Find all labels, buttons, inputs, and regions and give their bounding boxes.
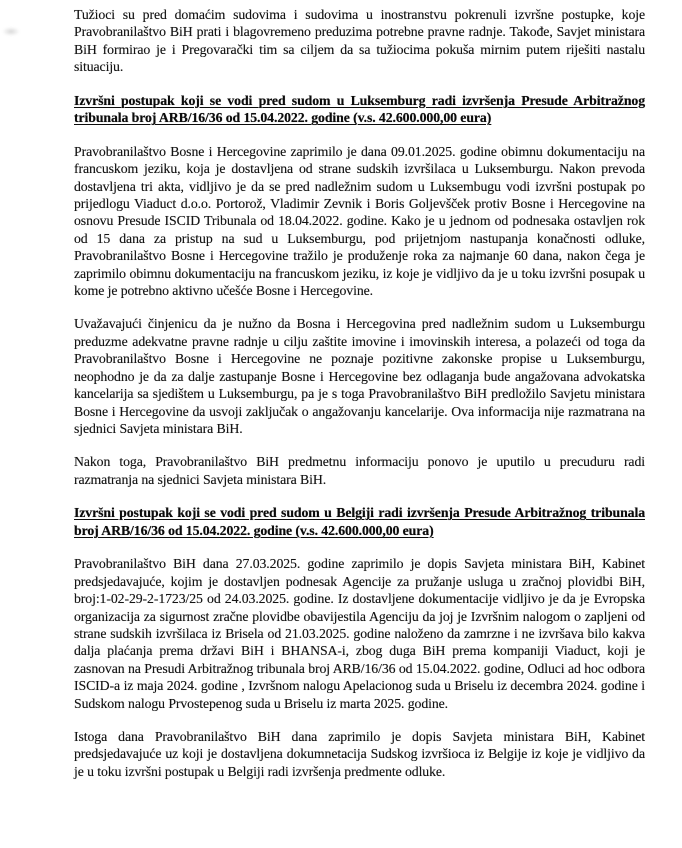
heading-luxembourg-proceeding: Izvršni postupak koji se vodi pred sudom u Luksemburg radi izvršenja Presude Arbitražnog tribunala broj ARB/16/36 od 15.04.2022. godine (v.s. 42.600.000,00 eura) <box>74 92 645 126</box>
paragraph-luxembourg-documentation: Pravobranilaštvo Bosne i Hercegovine zaprimilo je dana 09.01.2025. godine obimnu dokumentaciju na francuskom jeziku, koja je dostavljena od strane sudskih izvršilaca u Luksemburgu. Nakon prevoda dostavljena tri akta, vidljivo je da se pred nadležnim sudom u Luksembugu vodi izvršni postupak po prijedlogu Viaduct d.o.o. Portorož, Vladimir Zevnik i Boris Goljevšček protiv Bosne i Hercegovine na osnovu Presude ISCID Tribunala od 18.04.2022. godine. Kako je u jednom od podnesaka ostavljen rok od 15 dana za pristup na sud u Luksemburgu, pod prijetnjom nastupanja konačnosti odluke, Pravobranilaštvo Bosne i Hercegovine tražilo je produženje roka za najmanje 60 dana, nakon čega je zaprimilo obimnu dokumentaciju na francuskom jeziku, iz koje je vidljivo da je u toku izvršni posupak u kome je potrebno aktivno učešće Bosne i Hercegovine. <box>74 143 645 299</box>
paragraph-enforcement-overview: Tužioci su pred domaćim sudovima i sudovima u inostranstvu pokrenuli izvršne postupke, koje Pravobranilaštvo BiH prati i blagovremeno preduzima potrebne pravne radnje. Takođe, Savjet ministara BiH formirao je i Pregovarački tim sa ciljem da sa tužiocima pokuša mirnim putem riješiti nastalu situaciju. <box>74 7 645 75</box>
paragraph-luxembourg-resubmission: Nakon toga, Pravobranilaštvo BiH predmetnu informaciju ponovo je uputilo u precuduru radi razmatranja na sjednici Savjeta ministara BiH. <box>74 454 645 487</box>
paragraph-luxembourg-law-firm: Uvažavajući činjenicu da je nužno da Bosna i Hercegovina pred nadležnim sudom u Luksemburgu preduzme adekvatne pravne radnje u cilju zaštite imovine i imovinskih interesa, a polazeći od toga da Pravobranilaštvo Bosne i Hercegovine ne poznaje pozitivne zakonske propise u Luksemburgu, neophodno je da za dalje zastupanje Bosne i Hercegovine bez odlaganja bude angažovana advokatska kancelarija sa sjedištem u Luksemburgu, pa je s toga Pravobranilaštvo BiH predložilo Savjetu ministara Bosne i Hercegovine da usvoji zaključak o angažovanju kancelarije. Ova informacija nije razmatrana na sjednici Savjeta ministara BiH. <box>74 316 645 436</box>
scan-artifact <box>2 27 20 36</box>
paragraph-belgium-bailiff-documentation: Istoga dana Pravobranilaštvo BiH dana zaprimilo je dopis Savjeta ministara BiH, Kabinet predsjedavajuće uz koji je dostavljena dokumnetacija Sudskog izvršioca iz Belgije iz koje je vidljivo da je u toku izvršni postupak u Belgiji radi izvršenja predmente odluke. <box>74 728 645 779</box>
paragraph-belgium-seizure-order: Pravobranilaštvo BiH dana 27.03.2025. godine zaprimilo je dopis Savjeta ministara BiH, Kabinet predsjedavajuće, kojim je dostavljen podnesak Agencije za pružanje usluga u zračnoj plovidbi BiH, broj:1-02-29-2-1723/25 od 24.03.2025. godine. Iz dostavljene dokumentacije vidljivo je da je Evropska organizacija za sigurnost zračne plovidbe obavijestila Agenciju da joj je Izvršnim nalogom o zapljeni od strane sudskih izvršilaca iz Brisela od 21.03.2025. godine naloženo da zamrzne i ne izvršava bilo kakva dalja plaćanja prema državi BiH i BHANSA-i, zbog duga BiH prema kompaniji Viaduct, koji je zasnovan na Presudi Arbitražnog tribunala broj ARB/16/36 od 15.04.2022. godine, Odluci ad hoc odbora ISCID-a iz maja 2024. godine , Izvršnom nalogu Apelacionog suda u Briselu iz decembra 2024. godine i Sudskom nalogu Prvostepenog suda u Briselu iz marta 2025. godine. <box>74 556 645 711</box>
heading-belgium-proceeding: Izvršni postupak koji se vodi pred sudom u Belgiji radi izvršenja Presude Arbitražnog tribunala broj ARB/16/36 od 15.04.2022. godine (v.s. 42.600.000,00 eura) <box>74 505 645 538</box>
